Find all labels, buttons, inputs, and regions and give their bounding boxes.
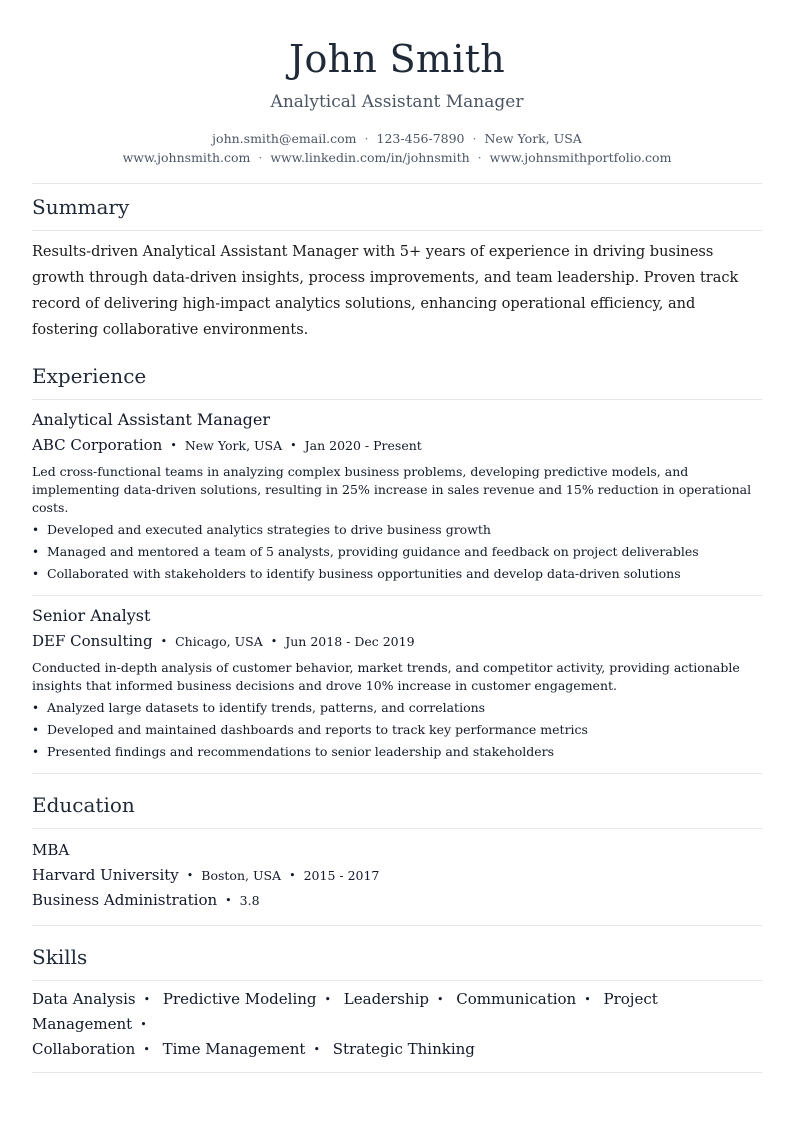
resume-header	[32, 0, 762, 167]
skill-item: Strategic Thinking	[332, 1040, 475, 1058]
gpa-value: 3.8	[239, 893, 260, 908]
school-dates: 2015 - 2017	[303, 868, 380, 883]
phone-text: 123-456-7890	[376, 131, 465, 146]
bullet-separator: •	[143, 993, 151, 1006]
job-entry	[32, 596, 762, 773]
contact-line-primary	[32, 129, 762, 148]
job-description: Led cross-functional teams in analyzing complex business problems, developing predictive models, and implementing data-driven solutions, resulting in 25% increase in sales revenue and 15% reduction in operational costs.	[32, 464, 752, 515]
school-line	[32, 863, 762, 888]
skill-item: Collaboration	[32, 1040, 136, 1058]
job-meta	[32, 630, 762, 653]
job-description: Conducted in-depth analysis of customer behavior, market trends, and competitor activity, providing actionable insights that informed business decisions and drove 10% increase in customer engagement.	[32, 660, 740, 693]
education-entry	[32, 829, 762, 925]
job-bullets	[32, 697, 762, 763]
bullet-separator: •	[289, 869, 296, 882]
education-heading: Education	[32, 793, 135, 817]
contact-separator: ·	[472, 131, 477, 146]
bullet-separator: •	[313, 1043, 320, 1056]
bullet-separator: •	[584, 993, 591, 1006]
skills-heading: Skills	[32, 945, 88, 969]
job-title: Analytical Assistant Manager	[32, 410, 271, 429]
skills-section	[32, 934, 762, 1073]
skill-item: Leadership	[343, 990, 429, 1008]
bullet-separator: •	[186, 869, 194, 882]
skill-item: Time Management	[162, 1040, 306, 1058]
summary-section	[32, 184, 762, 343]
skill-item: Project Management	[32, 990, 658, 1033]
education-section	[32, 782, 762, 926]
list-item: • Presented findings and recommendations to senior leadership and stakeholders	[32, 741, 762, 763]
job-dates: Jan 2020 - Present	[304, 438, 422, 453]
website-link[interactable]: www.johnsmith.com	[122, 150, 251, 165]
candidate-name: John Smith	[288, 37, 506, 81]
job-bullets	[32, 519, 762, 585]
job-entry	[32, 400, 762, 595]
skill-item: Predictive Modeling	[162, 990, 317, 1008]
contact-separator: ·	[258, 150, 263, 165]
email-link[interactable]: john.smith@email.com	[212, 131, 357, 146]
bullet-separator: •	[270, 635, 278, 648]
list-item: • Developed and executed analytics strategies to drive business growth	[32, 519, 762, 541]
school-location: Boston, USA	[201, 868, 282, 883]
job-title: Senior Analyst	[32, 606, 151, 625]
summary-text: Results-driven Analytical Assistant Manager with 5+ years of experience in driving business growth through data-driven insights, process improvements, and team leadership. Proven track record of delivering high-impact analytics solutions, enhancing operational efficiency, and fostering collaborative environments.	[32, 244, 739, 338]
bullet-separator: •	[140, 1018, 147, 1031]
list-item: • Managed and mentored a team of 5 analysts, providing guidance and feedback on project deliverables	[32, 541, 762, 563]
contact-line-links	[32, 148, 762, 167]
company-name: ABC Corporation	[32, 436, 163, 454]
contact-separator: ·	[477, 150, 482, 165]
list-item: • Developed and maintained dashboards and reports to track key performance metrics	[32, 719, 762, 741]
school-name: Harvard University	[32, 866, 179, 884]
job-location: Chicago, USA	[175, 634, 263, 649]
company-name: DEF Consulting	[32, 632, 153, 650]
skill-item: Communication	[456, 990, 577, 1008]
bullet-separator: •	[437, 993, 444, 1006]
bullet-separator: •	[290, 439, 297, 452]
job-dates: Jun 2018 - Dec 2019	[285, 634, 415, 649]
bullet-separator: •	[160, 635, 168, 648]
summary-heading: Summary	[32, 195, 130, 219]
field-of-study: Business Administration	[32, 891, 218, 909]
section-divider	[32, 925, 762, 926]
portfolio-link[interactable]: www.johnsmithportfolio.com	[489, 150, 672, 165]
job-meta	[32, 434, 762, 457]
degree-name: MBA	[32, 841, 70, 859]
list-item: • Collaborated with stakeholders to identify business opportunities and develop data-driven solutions	[32, 563, 762, 585]
location-text: New York, USA	[484, 131, 582, 146]
contact-separator: ·	[364, 131, 369, 146]
experience-section	[32, 353, 762, 774]
job-location: New York, USA	[184, 438, 283, 453]
bullet-separator: •	[143, 1043, 150, 1056]
bullet-separator: •	[324, 993, 332, 1006]
linkedin-link[interactable]: www.linkedin.com/in/johnsmith	[270, 150, 470, 165]
candidate-title: Analytical Assistant Manager	[270, 92, 524, 112]
field-line	[32, 888, 762, 913]
skills-list	[32, 981, 762, 1072]
bullet-separator: •	[225, 894, 232, 907]
bullet-separator: •	[170, 439, 177, 452]
section-divider	[32, 1072, 762, 1073]
section-divider	[32, 773, 762, 774]
experience-heading: Experience	[32, 364, 147, 388]
list-item: • Analyzed large datasets to identify trends, patterns, and correlations	[32, 697, 762, 719]
skill-item: Data Analysis	[32, 990, 136, 1008]
